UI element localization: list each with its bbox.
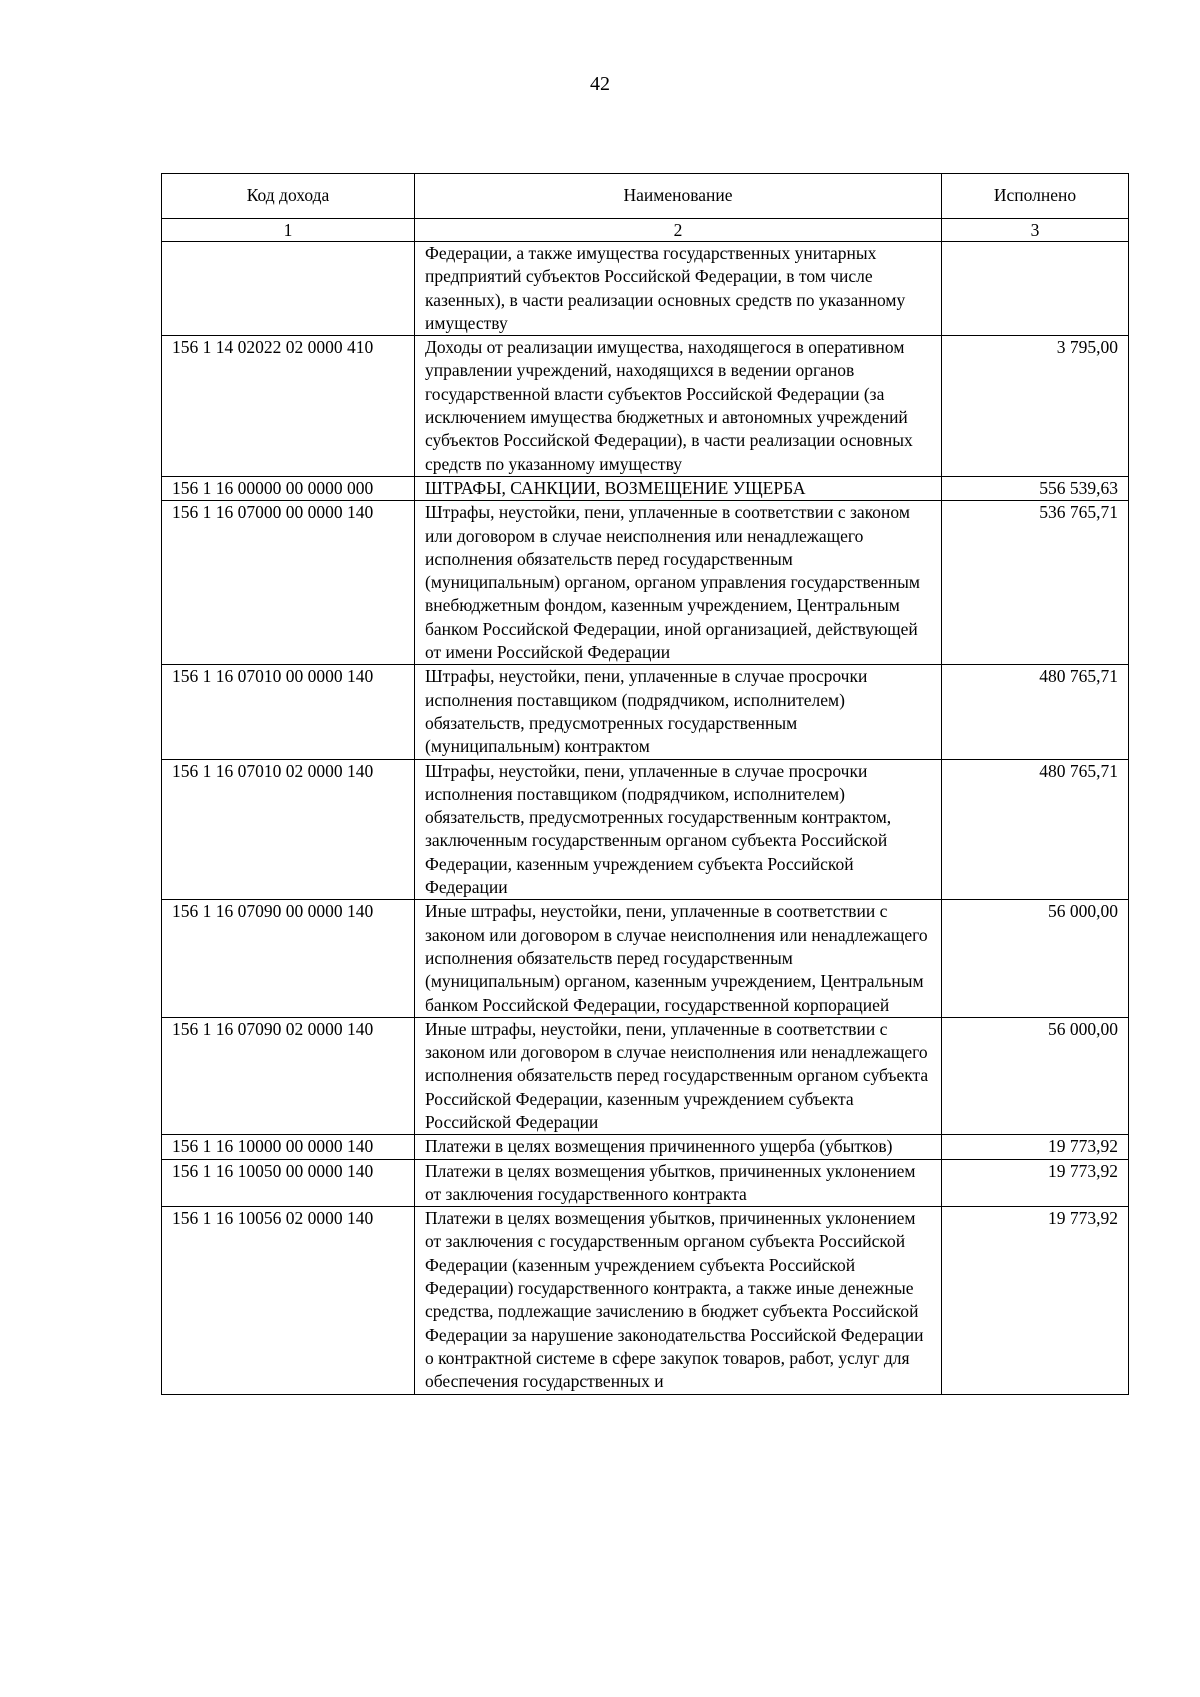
income-name: ШТРАФЫ, САНКЦИИ, ВОЗМЕЩЕНИЕ УЩЕРБА — [415, 476, 942, 500]
income-name: Штрафы, неустойки, пени, уплаченные в соответствии с законом или договором в случае неисполнения или ненадлежащего исполнения обязательств перед государственным (муниципальным) органом, органом управления государственным внебюджетным фондом, казенным учреждением, Центральным банком Российской Федерации, иной организацией, действующей от имени Российской Федерации — [415, 501, 942, 665]
income-code: 156 1 16 10050 00 0000 140 — [162, 1159, 415, 1207]
income-code: 156 1 16 07000 00 0000 140 — [162, 501, 415, 665]
executed-amount: 19 773,92 — [942, 1135, 1129, 1159]
income-name: Федерации, а также имущества государственных унитарных предприятий субъектов Российской Федерации, в том числе казенных), в части реализации основных средств по указанному имуществу — [415, 242, 942, 336]
executed-amount: 536 765,71 — [942, 501, 1129, 665]
executed-amount — [942, 242, 1129, 336]
income-code: 156 1 16 00000 00 0000 000 — [162, 476, 415, 500]
table-header-row — [162, 174, 1129, 219]
income-name: Доходы от реализации имущества, находящегося в оперативном управлении учреждений, находящихся в ведении органов государственной власти субъектов Российской Федерации (за исключением имущества бюджетных и автономных учреждений субъектов Российской Федерации), в части реализации основных средств по указанному имуществу — [415, 336, 942, 477]
income-name: Платежи в целях возмещения убытков, причиненных уклонением от заключения с государственным органом субъекта Российской Федерации (казенным учреждением субъекта Российской Федерации) государственного контракта, а также иные денежные средства, подлежащие зачислению в бюджет субъекта Российской Федерации за нарушение законодательства Российской Федерации о контрактной системе в сфере закупок товаров, работ, услуг для обеспечения государственных и — [415, 1207, 942, 1394]
table-row — [162, 665, 1129, 759]
income-name: Штрафы, неустойки, пени, уплаченные в случае просрочки исполнения поставщиком (подрядчиком, исполнителем) обязательств, предусмотренных государственным (муниципальным) контрактом — [415, 665, 942, 759]
income-name: Штрафы, неустойки, пени, уплаченные в случае просрочки исполнения поставщиком (подрядчиком, исполнителем) обязательств, предусмотренных государственным контрактом, заключенным государственным органом субъекта Российской Федерации, казенным учреждением субъекта Российской Федерации — [415, 759, 942, 900]
income-code: 156 1 16 07090 02 0000 140 — [162, 1017, 415, 1134]
table-row — [162, 1207, 1129, 1394]
income-code — [162, 242, 415, 336]
executed-amount: 56 000,00 — [942, 1017, 1129, 1134]
column-number: 2 — [415, 219, 942, 242]
table-row — [162, 501, 1129, 665]
income-code: 156 1 16 10056 02 0000 140 — [162, 1207, 415, 1394]
header-name: Наименование — [415, 174, 942, 219]
executed-amount: 19 773,92 — [942, 1207, 1129, 1394]
table-row — [162, 759, 1129, 900]
income-code: 156 1 16 07010 02 0000 140 — [162, 759, 415, 900]
income-code: 156 1 14 02022 02 0000 410 — [162, 336, 415, 477]
table-row — [162, 242, 1129, 336]
income-name: Иные штрафы, неустойки, пени, уплаченные в соответствии с законом или договором в случае неисполнения или ненадлежащего исполнения обязательств перед государственным (муниципальным) органом, казенным учреждением, Центральным банком Российской Федерации, государственной корпорацией — [415, 900, 942, 1017]
header-executed: Исполнено — [942, 174, 1129, 219]
table-row — [162, 900, 1129, 1017]
executed-amount: 556 539,63 — [942, 476, 1129, 500]
table-row — [162, 1017, 1129, 1134]
table-row — [162, 1159, 1129, 1207]
income-name: Иные штрафы, неустойки, пени, уплаченные в соответствии с законом или договором в случае неисполнения или ненадлежащего исполнения обязательств перед государственным органом субъекта Российской Федерации, казенным учреждением субъекта Российской Федерации — [415, 1017, 942, 1134]
header-income-code: Код дохода — [162, 174, 415, 219]
column-number: 3 — [942, 219, 1129, 242]
table-row — [162, 1135, 1129, 1159]
executed-amount: 480 765,71 — [942, 665, 1129, 759]
column-number-row — [162, 219, 1129, 242]
executed-amount: 56 000,00 — [942, 900, 1129, 1017]
revenue-table — [161, 173, 1129, 1395]
income-code: 156 1 16 10000 00 0000 140 — [162, 1135, 415, 1159]
table-row — [162, 336, 1129, 477]
executed-amount: 3 795,00 — [942, 336, 1129, 477]
table-row — [162, 476, 1129, 500]
income-code: 156 1 16 07010 00 0000 140 — [162, 665, 415, 759]
column-number: 1 — [162, 219, 415, 242]
page-number: 42 — [590, 73, 610, 95]
income-code: 156 1 16 07090 00 0000 140 — [162, 900, 415, 1017]
income-name: Платежи в целях возмещения причиненного ущерба (убытков) — [415, 1135, 942, 1159]
income-name: Платежи в целях возмещения убытков, причиненных уклонением от заключения государственного контракта — [415, 1159, 942, 1207]
executed-amount: 480 765,71 — [942, 759, 1129, 900]
executed-amount: 19 773,92 — [942, 1159, 1129, 1207]
